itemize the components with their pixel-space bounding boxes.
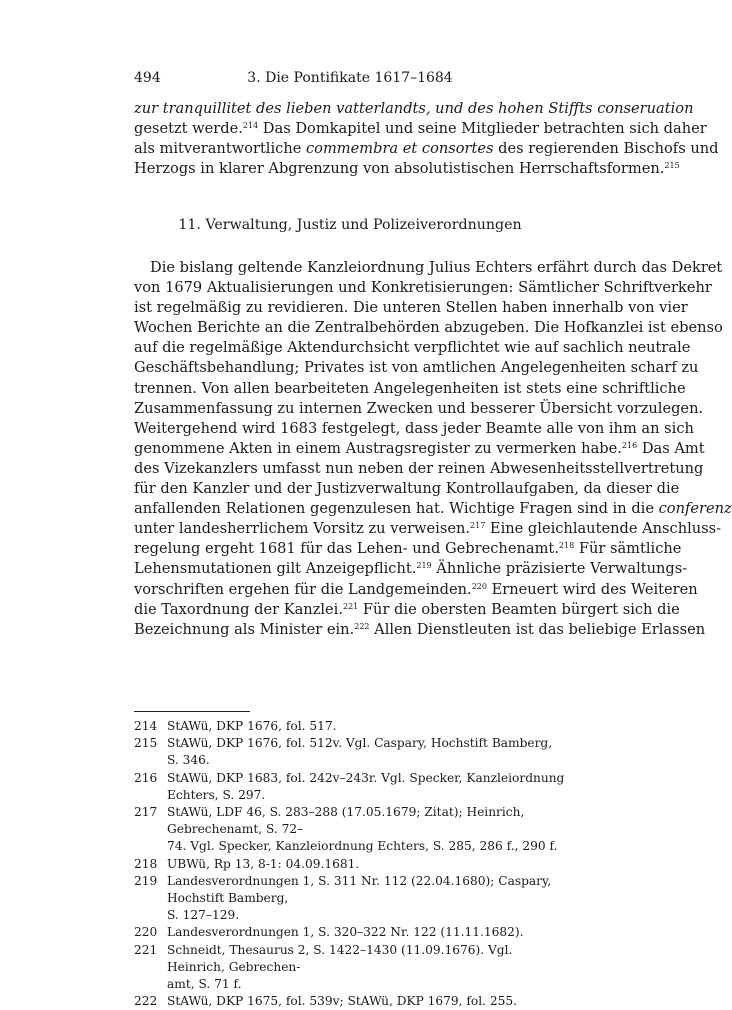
body-text: Allen Dienstleuten ist das beliebige Erlassen <box>369 620 706 638</box>
body-line <box>134 99 694 119</box>
footnote-number: 215 <box>134 736 158 751</box>
body-line <box>134 439 705 459</box>
body-line <box>134 559 688 579</box>
footnotes <box>134 718 566 1010</box>
body-line: Zusammenfassung zu internen Zwecken und besserer Übersicht vorzulegen. <box>134 399 704 417</box>
body-line: auf die regelmäßige Aktendurchsicht verpflichtet wie auf sachlich neutrale <box>134 339 691 357</box>
footnote <box>134 735 566 769</box>
body-text: Lehensmutationen gilt Anzeigepflicht. <box>134 560 417 578</box>
body-text: anfallenden Relationen gegenzulesen hat. Wichtige Fragen sind in die <box>134 500 659 518</box>
footnote-ref[interactable]: 217 <box>470 521 486 531</box>
footnote-text: StAWü, DKP 1676, fol. 517. <box>167 719 337 733</box>
body-text: regelung ergeht 1681 für das Lehen- und Gebrechenamt. <box>134 540 559 558</box>
body-text: Für die obersten Beamten bürgert sich die <box>358 600 680 618</box>
body-text: Eine gleichlautende Anschluss- <box>485 520 722 538</box>
latin-term: commembra et consortes <box>306 140 494 158</box>
body-line: des Vizekanzlers umfasst nun neben der reinen Abwesenheitsstellvertretung <box>134 459 704 477</box>
footnote-number: 218 <box>134 856 158 871</box>
footnote-ref[interactable]: 221 <box>343 601 359 611</box>
body-text: des regierenden Bischofs und <box>493 140 719 158</box>
footnote-ref[interactable]: 219 <box>416 561 432 571</box>
body-text: Für sämtliche <box>574 540 682 558</box>
body-text: die Taxordnung der Kanzlei. <box>134 600 343 618</box>
footnote-text: S. 127–129. <box>167 908 240 923</box>
footnote-text: Landesverordnungen 1, S. 320–322 Nr. 122 (11.11.1682). <box>167 925 524 940</box>
footnote <box>134 924 566 941</box>
body-line <box>134 539 682 559</box>
footnote <box>134 873 566 925</box>
running-title: 3. Die Pontifikate 1617–1684 <box>247 70 453 86</box>
footnote-text: Schneidt, Thesaurus 2, S. 1422–1430 (11.09.1676). Vgl. Heinrich, Gebrechen- <box>167 942 513 974</box>
body-text: Bezeichnung als Minister ein. <box>134 620 355 638</box>
body-line: trennen. Von allen bearbeiteten Angelegenheiten ist stets eine schriftliche <box>134 379 686 397</box>
footnote-ref[interactable]: 222 <box>354 621 370 631</box>
footnote-divider <box>134 711 250 712</box>
footnote-text: StAWü, DKP 1675, fol. 539v; StAWü, DKP 1679, fol. 255. <box>167 994 518 1009</box>
paragraph-2 <box>134 258 732 640</box>
body-text: Erneuert wird des Weiteren <box>486 580 698 598</box>
footnote-ref[interactable]: 218 <box>558 541 575 551</box>
body-text: unter landesherrlichem Vorsitz zu verweisen. <box>134 520 471 538</box>
body-text: Ähnliche präzisierte Verwaltungs- <box>431 560 688 578</box>
footnote-ref[interactable]: 214 <box>242 121 259 131</box>
body-text: vorschriften ergehen für die Landgemeinden. <box>134 580 472 598</box>
body-line <box>134 139 719 159</box>
footnote-ref[interactable]: 216 <box>621 440 638 450</box>
footnote-number: 221 <box>134 942 158 957</box>
body-line: für den Kanzler und der Justizverwaltung Kontrollaufgaben, da dieser die <box>134 480 680 498</box>
paragraph-1 <box>134 99 719 179</box>
footnote <box>134 770 566 804</box>
footnote-text: Landesverordnungen 1, S. 311 Nr. 112 (22.04.1680); Caspary, Hochstift Bamberg, <box>167 873 552 906</box>
footnote-ref[interactable]: 220 <box>471 581 487 591</box>
body-line <box>134 519 722 539</box>
footnote-number: 222 <box>134 994 158 1009</box>
body-line: Weitergehend wird 1683 festgelegt, dass jeder Beamte alle von ihm an sich <box>134 419 694 437</box>
body-text: gesetzt werde. <box>134 120 243 138</box>
body-line <box>134 600 680 620</box>
body-line <box>134 119 707 139</box>
body-line <box>134 159 680 179</box>
footnote-number: 217 <box>134 805 158 820</box>
body-text: Herzogs in klarer Abgrenzung von absolutistischen Herrschaftsformen. <box>134 160 665 178</box>
footnote <box>134 942 566 994</box>
footnote-number: 219 <box>134 873 158 888</box>
body-text: Das Domkapitel und seine Mitglieder betrachten sich daher <box>258 120 707 138</box>
body-line: Wochen Berichte an die Zentralbehörden abzugeben. Die Hofkanzlei ist ebenso <box>134 319 723 337</box>
body-line: Die bislang geltende Kanzleiordnung Julius Echters erfährt durch das Dekret <box>150 259 723 276</box>
section-heading: 11. Verwaltung, Justiz und Polizeiverordnungen <box>178 217 522 233</box>
body-line <box>134 499 732 519</box>
footnote-text: StAWü, LDF 46, S. 283–288 (17.05.1679; Zitat); Heinrich, Gebrechenamt, S. 72– <box>167 805 525 837</box>
body-text: genommene Akten in einem Austragsregister zu vermerken habe. <box>134 439 622 457</box>
footnote-text: UBWü, Rp 13, 8-1: 04.09.1681. <box>167 856 360 871</box>
footnote-text: StAWü, DKP 1683, fol. 242v–243r. Vgl. Specker, Kanzleiordnung Echters, S. 297. <box>167 770 565 802</box>
body-line: von 1679 Aktualisierungen und Konkretisierungen: Sämtlicher Schriftverkehr <box>134 279 712 297</box>
body-line <box>134 620 706 640</box>
footnote-number: 214 <box>134 719 158 733</box>
body-line <box>134 580 698 600</box>
footnote-text: 74. Vgl. Specker, Kanzleiordnung Echters, S. 285, 286 f., 290 f. <box>167 839 558 854</box>
footnote-number: 216 <box>134 770 158 785</box>
latin-term: conferenz <box>658 500 732 518</box>
body-line: ist regelmäßig zu revidieren. Die unteren Stellen haben innerhalb von vier <box>134 299 688 317</box>
body-text: als mitverantwortliche <box>134 140 306 158</box>
page-number: 494 <box>134 70 161 86</box>
footnote <box>134 804 566 856</box>
latin-quote: zur tranquillitet des lieben vatterlandts, und des hohen Stiffts conseruation <box>134 100 694 117</box>
footnote <box>134 993 566 1010</box>
footnote-number: 220 <box>134 925 158 940</box>
footnote-text: StAWü, DKP 1676, fol. 512v. Vgl. Caspary, Hochstift Bamberg, S. 346. <box>167 736 553 768</box>
footnote <box>134 856 566 873</box>
footnote-text: amt, S. 71 f. <box>167 977 242 992</box>
body-line: Geschäftsbehandlung; Privates ist von amtlichen Angelegenheiten scharf zu <box>134 359 699 377</box>
footnote-ref[interactable]: 215 <box>664 161 680 171</box>
page-header <box>134 70 566 90</box>
body-text: Das Amt <box>637 439 705 457</box>
footnote <box>134 718 566 735</box>
